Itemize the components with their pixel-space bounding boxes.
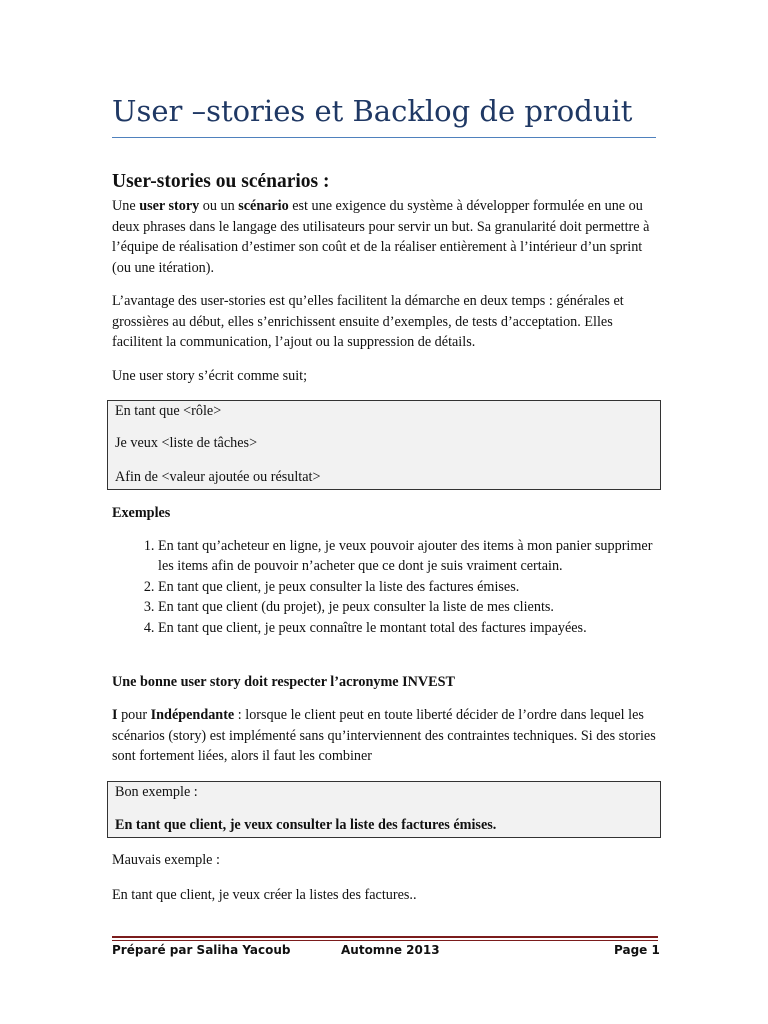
examples-heading-wrap [112,503,658,524]
footer-author: Préparé par Saliha Yacoub [112,943,291,957]
footer-rule-thin [112,940,658,941]
bad-example-label: Mauvais exemple : [112,852,220,868]
paragraph-advantages: L’avantage des user-stories est qu’elles facilitent la démarche en deux temps : générales et grossières au début, elles s’enrichissent ensuite d’exemples, de tests d’acceptation. Elles facilitent la communication, l’ajout ou la suppression de détails. [112,293,624,350]
document-title: User –stories et Backlog de produit [112,94,633,128]
footer-rule-thick [112,936,658,938]
text: pour [117,707,151,723]
examples-list-wrap [112,536,658,638]
bad-example-text: En tant que client, je veux créer la listes des factures.. [112,887,417,903]
invest-heading: Une bonne user story doit respecter l’acronyme INVEST [112,674,455,690]
text: Une [112,198,140,214]
invest-heading-wrap [112,672,658,693]
term-independante: Indépendante [150,707,235,723]
list-item: 4. En tant que client, je peux connaître le montant total des factures impayées. [158,618,658,638]
independent-paragraph-wrap [112,705,658,767]
good-example-box [107,781,661,838]
list-item: 1. En tant qu’acheteur en ligne, je veux pouvoir ajouter des items à mon panier supprimer les items afin de pouvoir n’acheter que ce dont je suis vraiment certain. [158,536,658,577]
intro-paragraph [112,196,658,278]
list-item: 3. En tant que client (du projet), je peux consulter la liste de mes clients. [158,597,658,617]
examples-list [112,536,658,638]
term-user-story: user story [139,198,200,214]
title-underline [112,137,656,138]
footer-page-number: Page 1 [614,943,660,957]
good-example-label: Bon exemple : [115,784,198,800]
template-tasks: Je veux <liste de tâches> [115,435,258,451]
letter-i: I [112,707,118,723]
text: ou un [199,198,239,214]
paragraph-user-story [112,196,658,278]
good-example-text: En tant que client, je veux consulter la liste des factures émises. [115,817,497,833]
text: est une exigence du système à développer formulée en une ou deux phrases dans le langage des utilisateurs pour servir un but. Sa granularité doit permettre à l’équipe de réalisation d’estimer son coût et de la réaliser entièrement à l’intérieur d’un sprint (ou une itération). [112,198,650,276]
paragraph-format: Une user story s’écrit comme suit; [112,368,308,384]
list-item: 2. En tant que client, je peux consulter la liste des factures émises. [158,577,658,597]
footer-date: Automne 2013 [341,943,440,957]
paragraph-independent [112,705,658,767]
template-role: En tant que <rôle> [115,403,222,419]
bad-example-text-wrap [112,885,658,906]
text: : lorsque le client peut en toute liberté décider de l’ordre dans lequel les scénarios (story) est implémenté sans qu’interviennent des contraintes techniques. Si des stories sont fortement liées, alors il faut les combiner [112,707,656,764]
advantages-paragraph [112,291,658,353]
format-intro [112,366,658,387]
template-value: Afin de <valeur ajoutée ou résultat> [115,469,321,485]
term-scenario: scénario [238,198,289,214]
template-box [107,400,661,490]
examples-heading: Exemples [112,505,171,521]
section-heading: User-stories ou scénarios : [112,171,330,192]
bad-example-label-wrap [112,850,658,871]
